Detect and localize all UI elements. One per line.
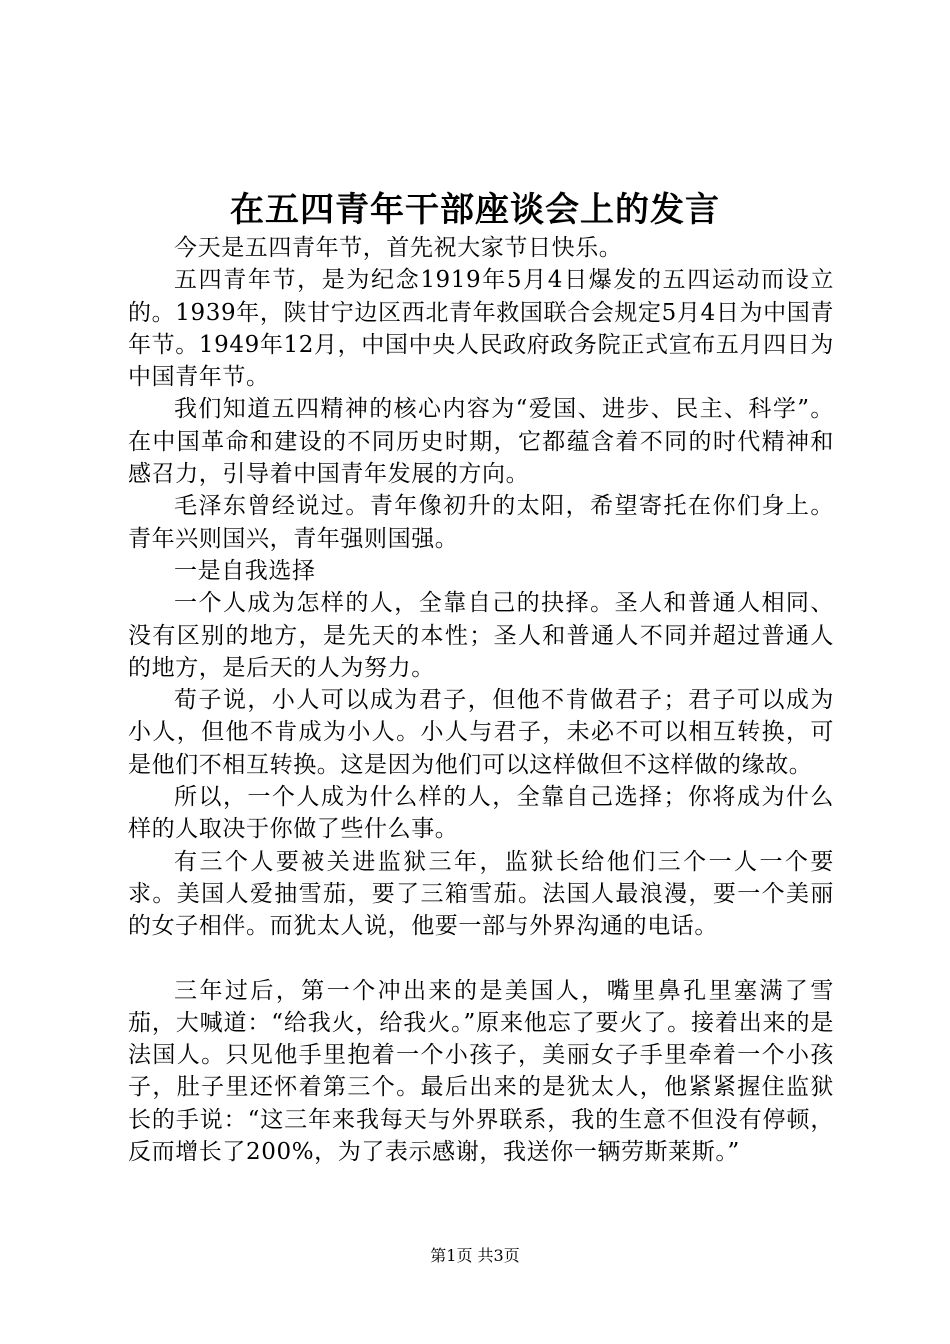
paragraph-three-years-later: 三年过后，第一个冲出来的是美国人，嘴里鼻孔里塞满了雪茄，大喊道：“给我火，给我火。”原来他忘了要火了。接着出来的是法国人。只见他手里抱着一个小孩子，美丽女子手里牵着一个小孩子，肚子里还怀着第三个。最后出来的是犹太人，他紧紧握住监狱长的手说：“这三年来我每天与外界联系，我的生意不但没有停顿，反而增长了200%，为了表示感谢，我送你一辆劳斯莱斯。” [128, 977, 834, 1166]
paragraph-xunzi: 荀子说，小人可以成为君子，但他不肯做君子；君子可以成为小人，但他不肯成为小人。小人与君子，未必不可以相互转换，可是他们不相互转换。这是因为他们可以这样做但不这样做的缘故。 [128, 687, 834, 778]
paragraph-festival-origin: 五四青年节，是为纪念1919年5月4日爆发的五四运动而设立的。1939年，陕甘宁边区西北青年救国联合会规定5月4日为中国青年节。1949年12月，中国中央人民政府政务院正式宣布五月四日为中国青年节。 [128, 267, 834, 391]
paragraph-choice-of-person: 一个人成为怎样的人，全靠自己的抉择。圣人和普通人相同、没有区别的地方，是先天的本性；圣人和普通人不同并超过普通人的地方，是后天的人为努力。 [128, 590, 834, 681]
paragraph-greeting: 今天是五四青年节，首先祝大家节日快乐。 [174, 235, 623, 261]
paragraph-mao-quote: 毛泽东曾经说过。青年像初升的太阳，希望寄托在你们身上。青年兴则国兴，青年强则国强。 [128, 493, 834, 552]
paragraph-three-prisoners: 有三个人要被关进监狱三年，监狱长给他们三个一人一个要求。美国人爱抽雪茄，要了三箱雪茄。法国人最浪漫，要一个美丽的女子相伴。而犹太人说，他要一部与外界沟通的电话。 [128, 848, 834, 940]
paragraph-may-fourth-spirit: 我们知道五四精神的核心内容为“爱国、进步、民主、科学”。在中国革命和建设的不同历史时期，它都蕴含着不同的时代精神和感召力，引导着中国青年发展的方向。 [128, 396, 834, 488]
paragraph-conclusion-choice: 所以，一个人成为什么样的人，全靠自己选择；你将成为什么样的人取决于你做了些什么事。 [128, 784, 834, 843]
section-heading-self-choice: 一是自我选择 [174, 557, 316, 584]
document-title: 在五四青年干部座谈会上的发言 [230, 190, 720, 230]
document-body [128, 232, 834, 1168]
page-footer: 第1页 共3页 [430, 1246, 520, 1265]
